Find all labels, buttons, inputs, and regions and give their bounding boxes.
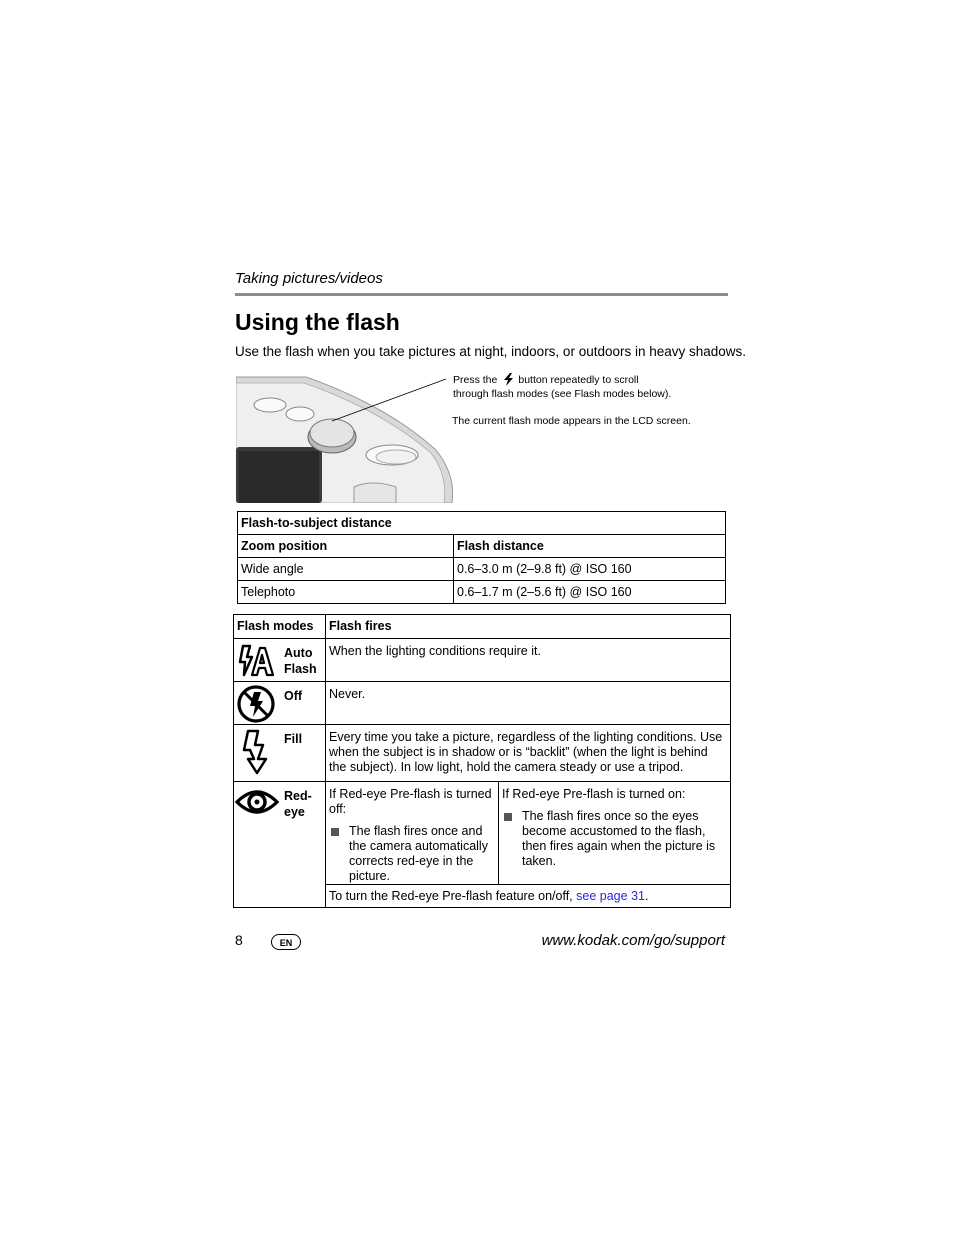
see-page-31-link[interactable]: see page 31	[576, 888, 645, 903]
table-row	[234, 725, 731, 782]
red-eye-preflash-on-cell	[499, 782, 731, 885]
zoom-position-header: Zoom position	[238, 535, 454, 558]
zoom-position-cell: Telephoto	[238, 581, 454, 604]
red-eye-preflash-off-cell	[326, 782, 499, 885]
flash-fires-header: Flash fires	[326, 615, 731, 639]
red-eye-note-text: To turn the Red-eye Pre-flash feature on/off,	[329, 888, 573, 903]
camera-illustration	[236, 375, 454, 503]
section-header: Taking pictures/videos	[235, 270, 383, 287]
flash-distance-cell: 0.6–1.7 m (2–5.6 ft) @ ISO 160	[454, 581, 726, 604]
header-rule	[235, 293, 728, 296]
preflash-off-heading: If Red-eye Pre-flash is turned off:	[329, 787, 492, 816]
table-row	[234, 782, 731, 885]
table-row	[238, 581, 726, 604]
auto-flash-description: When the lighting conditions require it.	[326, 639, 731, 682]
flash-distance-table	[237, 511, 726, 604]
callout-scroll-text: button repeatedly to scroll	[518, 374, 639, 386]
lcd-callout: The current flash mode appears in the LCD screen.	[452, 415, 691, 427]
table-row	[238, 558, 726, 581]
preflash-off-text: The flash fires once and the camera automatically corrects red-eye in the picture.	[349, 824, 488, 883]
flash-off-label: Off	[284, 689, 303, 703]
page-title: Using the flash	[235, 309, 400, 335]
flash-off-mode-cell	[234, 682, 326, 725]
support-url[interactable]: www.kodak.com/go/support	[541, 932, 725, 949]
flash-off-icon	[234, 682, 276, 724]
flash-bolt-icon	[503, 373, 514, 386]
bullet-square-icon	[331, 828, 339, 836]
auto-flash-mode-cell	[234, 639, 326, 682]
preflash-on-text: The flash fires once so the eyes become accustomed to the flash, then fires again when the picture is taken.	[522, 809, 716, 868]
red-eye-mode-cell	[234, 782, 326, 908]
zoom-position-cell: Wide angle	[238, 558, 454, 581]
flash-distance-header: Flash distance	[454, 535, 726, 558]
callout-modes-text: through flash modes (see Flash modes below).	[453, 388, 672, 400]
auto-flash-label: Auto Flash	[284, 646, 317, 676]
flash-modes-header: Flash modes	[234, 615, 326, 639]
flash-modes-table	[233, 614, 731, 908]
distance-table-title: Flash-to-subject distance	[238, 512, 726, 535]
red-eye-label: Red- eye	[284, 789, 312, 819]
fill-flash-icon	[234, 725, 276, 777]
fill-flash-description: Every time you take a picture, regardless of the lighting conditions. Use when the subject is in shadow or is “backlit” (when the light is behind the subject). In low light, hold the camera steady or use a tripod.	[326, 725, 731, 782]
bullet-square-icon	[504, 813, 512, 821]
table-row	[234, 639, 731, 682]
table-row	[234, 682, 731, 725]
list-item	[329, 824, 495, 884]
preflash-on-heading: If Red-eye Pre-flash is turned on:	[502, 787, 686, 801]
language-badge: EN	[271, 934, 301, 950]
list-item	[502, 809, 727, 869]
fill-flash-mode-cell	[234, 725, 326, 782]
page-number: 8	[235, 932, 243, 948]
red-eye-note-end: .	[644, 888, 649, 903]
flash-off-description: Never.	[326, 682, 731, 725]
flash-button-callout	[453, 373, 671, 401]
red-eye-note	[326, 885, 731, 908]
auto-flash-icon	[234, 639, 276, 679]
callout-press-text: Press the	[453, 374, 498, 386]
red-eye-icon	[234, 782, 280, 822]
flash-distance-cell: 0.6–3.0 m (2–9.8 ft) @ ISO 160	[454, 558, 726, 581]
fill-flash-label: Fill	[284, 732, 303, 746]
intro-text: Use the flash when you take pictures at night, indoors, or outdoors in heavy shadows.	[235, 344, 747, 359]
